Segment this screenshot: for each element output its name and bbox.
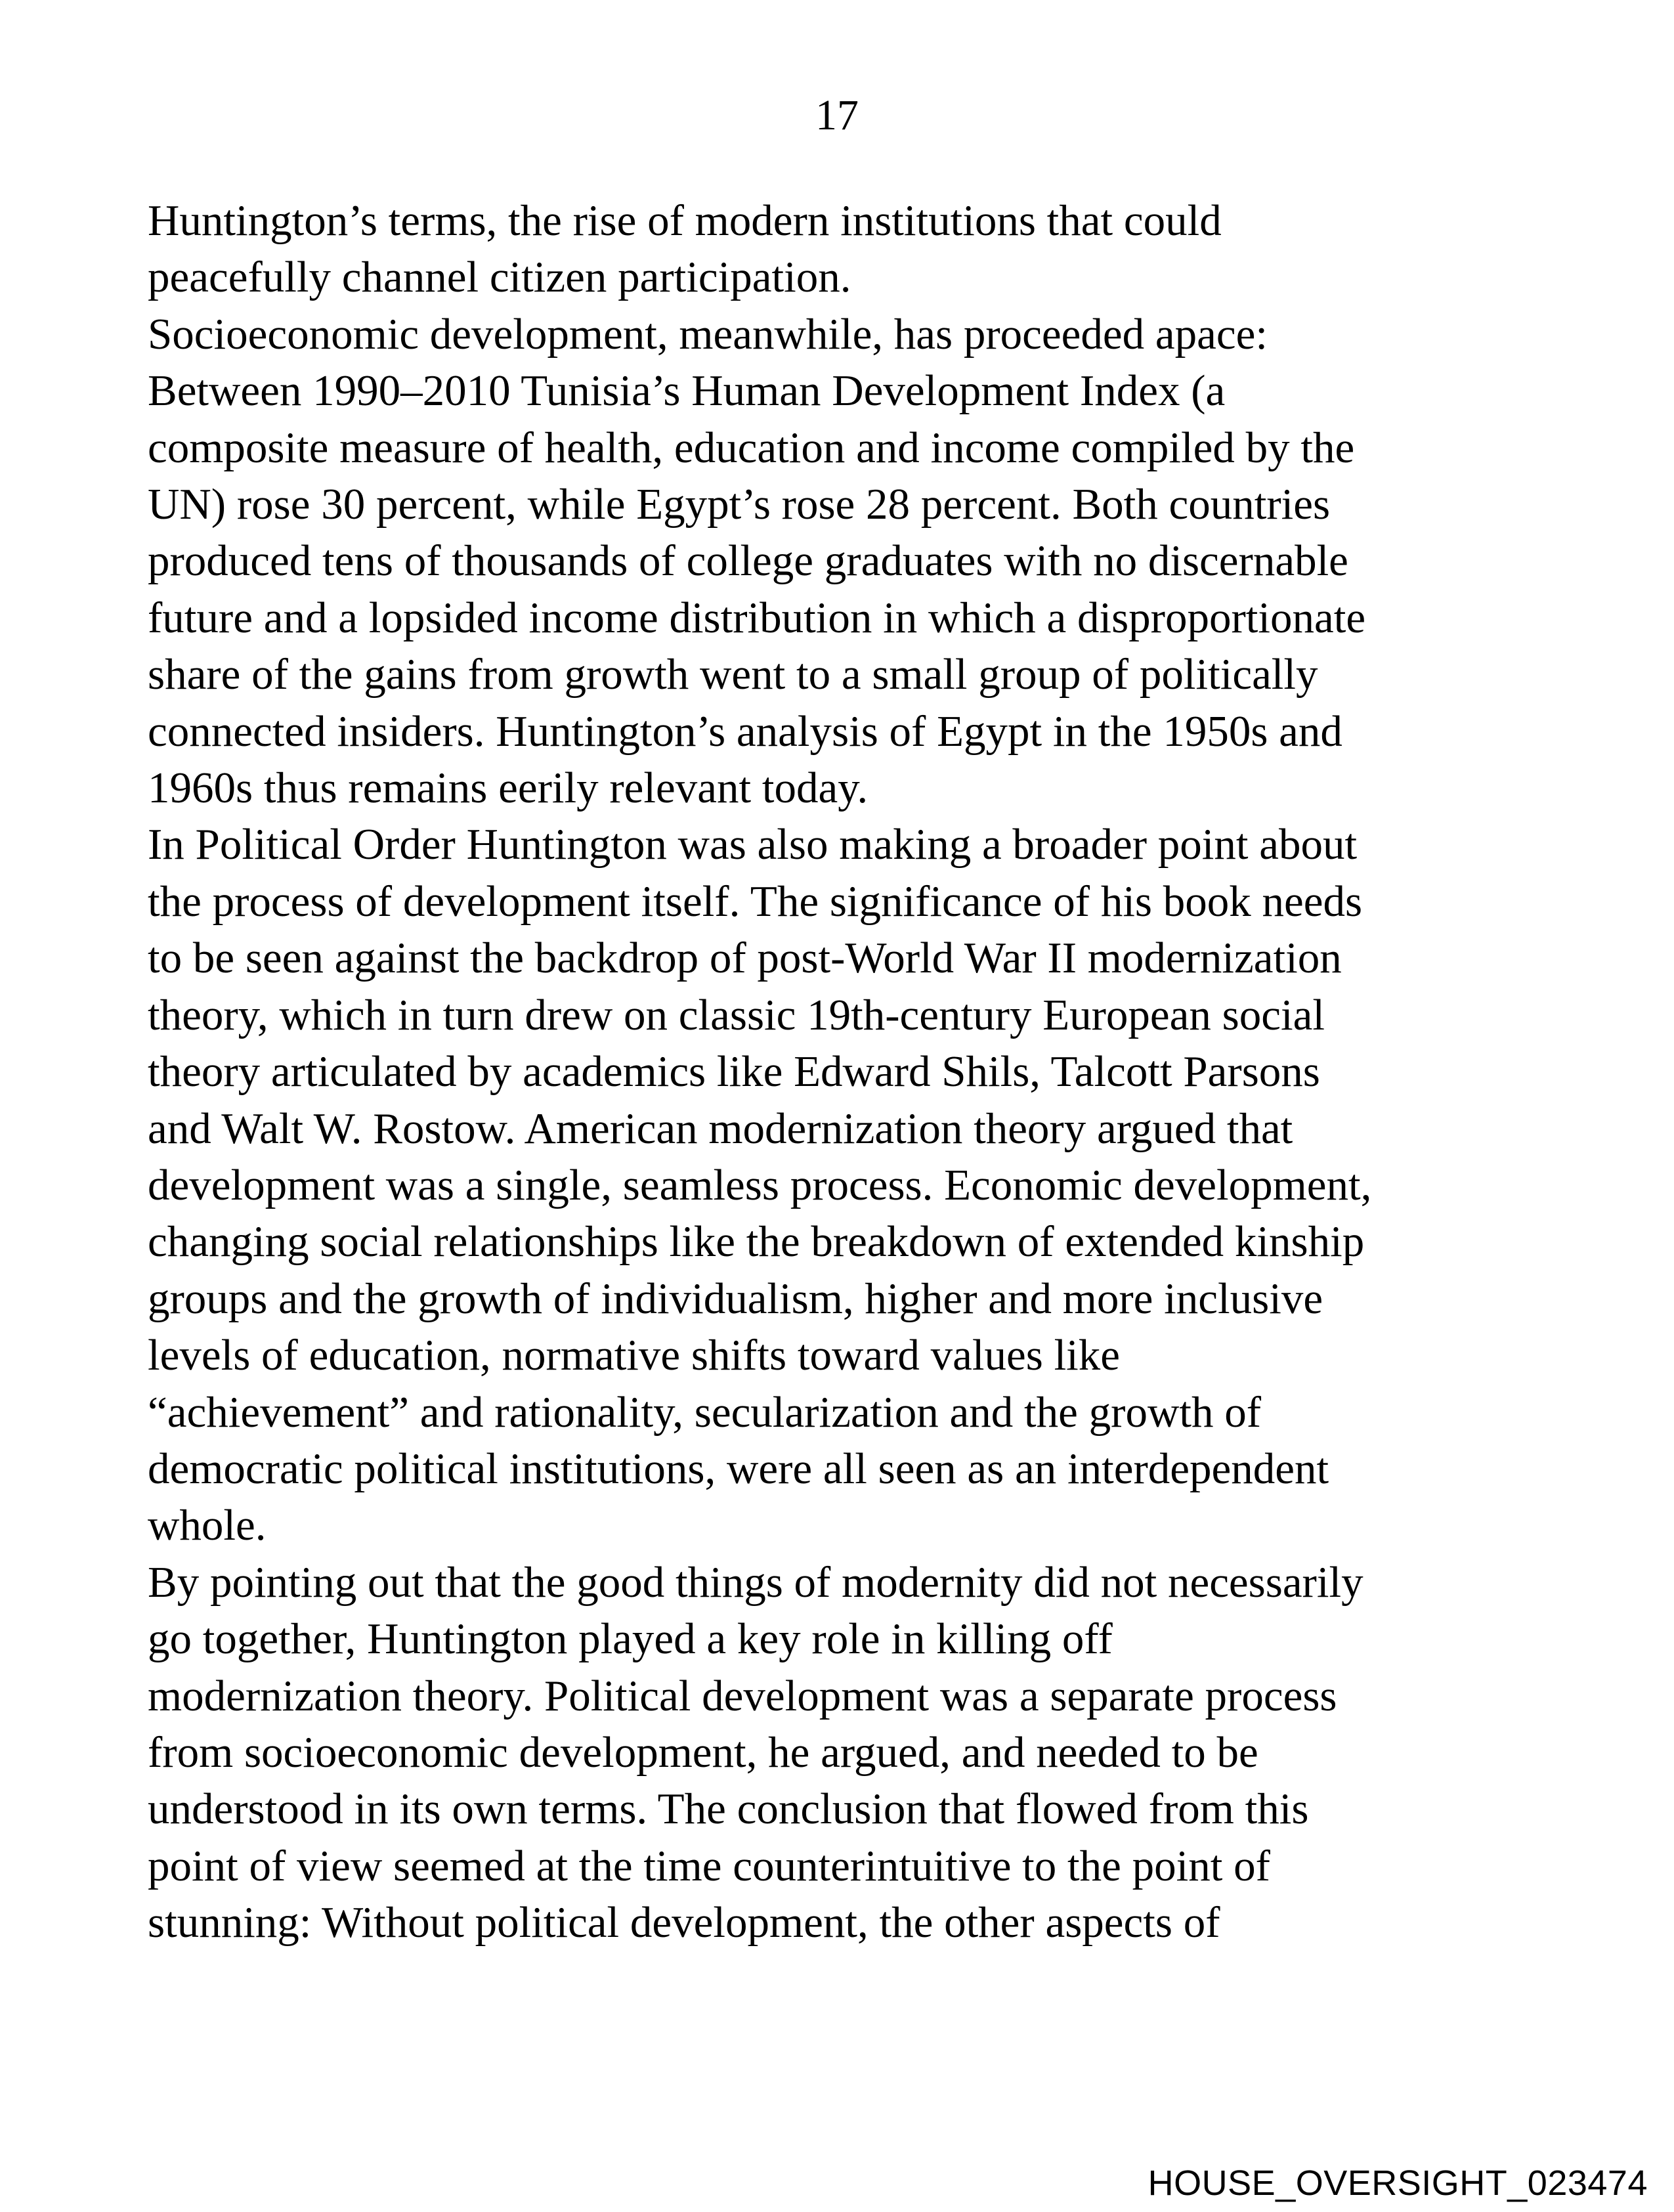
body-text-line: and Walt W. Rostow. American modernization theory argued that	[148, 1104, 1293, 1153]
body-text-line: go together, Huntington played a key role in killing off	[148, 1615, 1113, 1664]
body-text-line: future and a lopsided income distribution in which a disproportionate	[148, 593, 1366, 642]
body-text-line: Between 1990–2010 Tunisia’s Human Development Index (a	[148, 366, 1226, 416]
body-text-line: levels of education, normative shifts toward values like	[148, 1331, 1121, 1380]
body-text-line: democratic political institutions, were all seen as an interdependent	[148, 1444, 1329, 1493]
body-text-line: the process of development itself. The significance of his book needs	[148, 877, 1363, 926]
body-text-line: “achievement” and rationality, secularization and the growth of	[148, 1387, 1262, 1437]
body-text-line: development was a single, seamless process. Economic development,	[148, 1160, 1372, 1209]
body-text-line: share of the gains from growth went to a small group of politically	[148, 650, 1318, 699]
body-text-line: UN) rose 30 percent, while Egypt’s rose 28 percent. Both countries	[148, 480, 1331, 529]
body-text-line: theory articulated by academics like Edward Shils, Talcott Parsons	[148, 1047, 1320, 1096]
body-text-line: connected insiders. Huntington’s analysis of Egypt in the 1950s and	[148, 706, 1342, 756]
body-text-line: theory, which in turn drew on classic 19th-century European social	[148, 990, 1325, 1039]
body-text-line: point of view seemed at the time counterintuitive to the point of	[148, 1841, 1270, 1890]
body-text-line: Socioeconomic development, meanwhile, has proceeded apace:	[148, 309, 1268, 358]
body-text-line: Huntington’s terms, the rise of modern institutions that could	[148, 196, 1222, 245]
body-text-line: In Political Order Huntington was also making a broader point about	[148, 820, 1358, 869]
body-text-line: from socioeconomic development, he argued, and needed to be	[148, 1727, 1258, 1777]
body-text-line: to be seen against the backdrop of post-World War II modernization	[148, 934, 1342, 983]
body-text	[148, 192, 1631, 1951]
body-text-line: changing social relationships like the breakdown of extended kinship	[148, 1217, 1365, 1267]
body-text-line: produced tens of thousands of college graduates with no discernable	[148, 536, 1348, 586]
body-text-line: stunning: Without political development, the other aspects of	[148, 1898, 1220, 1947]
bates-number: HOUSE_OVERSIGHT_023474	[1148, 2163, 1648, 2203]
body-text-line: peacefully channel citizen participation.	[148, 253, 851, 302]
body-text-line: composite measure of health, education and income compiled by the	[148, 423, 1355, 472]
body-text-line: whole.	[148, 1501, 267, 1550]
body-text-line: modernization theory. Political development was a separate process	[148, 1671, 1337, 1720]
body-text-line: groups and the growth of individualism, higher and more inclusive	[148, 1274, 1323, 1323]
body-text-line: understood in its own terms. The conclusion that flowed from this	[148, 1785, 1309, 1834]
body-text-line: By pointing out that the good things of modernity did not necessarily	[148, 1557, 1363, 1607]
body-text-line: 1960s thus remains eerily relevant today.	[148, 764, 869, 813]
page-number: 17	[815, 91, 859, 139]
